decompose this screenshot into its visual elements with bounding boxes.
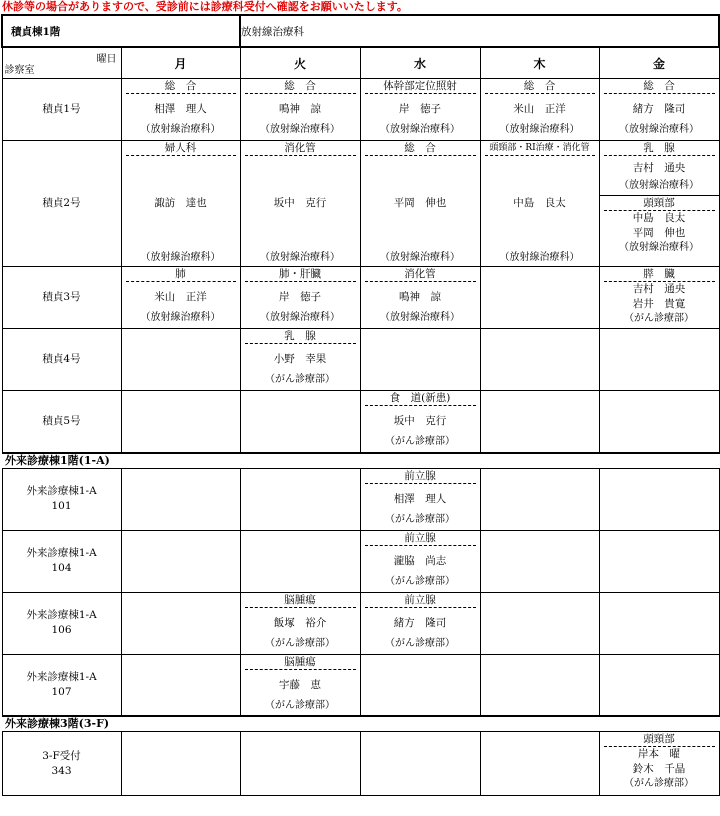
dept-label: 前立腺 bbox=[365, 593, 476, 608]
schedule-cell-empty bbox=[121, 654, 240, 716]
room-name: 積貞1号 bbox=[2, 79, 121, 141]
schedule-cell-empty bbox=[480, 732, 599, 796]
doctor-name: 岸本 曜 bbox=[638, 748, 680, 760]
doctor-name: 鈴木 千晶 bbox=[632, 763, 686, 775]
affiliation: （放射線治療科） bbox=[619, 242, 699, 253]
affiliation: （がん診療部） bbox=[624, 778, 694, 789]
schedule-cell-empty bbox=[480, 592, 599, 654]
schedule-cell bbox=[360, 391, 480, 453]
header-corner bbox=[2, 47, 121, 79]
schedule-cell-empty bbox=[480, 391, 599, 453]
room-label: 診察室 bbox=[4, 65, 35, 76]
title-row bbox=[2, 15, 719, 47]
room-name: 積貞5号 bbox=[2, 391, 121, 453]
room-name bbox=[2, 592, 121, 654]
schedule-cell-empty bbox=[240, 468, 360, 530]
affiliation: （放射線治療科） bbox=[499, 124, 580, 135]
affiliation: （がん診療部） bbox=[385, 436, 455, 447]
schedule-cell bbox=[599, 79, 719, 141]
schedule-cell-empty bbox=[599, 329, 719, 391]
doctor-name: 飯塚 裕介 bbox=[273, 616, 327, 629]
affiliation: （がん診療部） bbox=[265, 637, 335, 649]
schedule-cell-empty bbox=[121, 592, 240, 654]
dept-label: 膵 臓 bbox=[604, 267, 715, 282]
table-row bbox=[2, 267, 719, 329]
dept-label: 前立腺 bbox=[365, 531, 476, 546]
schedule-cell bbox=[360, 530, 480, 592]
doctor-name: 鳴神 諒 bbox=[399, 291, 441, 303]
schedule-cell-empty bbox=[599, 468, 719, 530]
table-row bbox=[2, 391, 719, 453]
dept-label: 頭頸部 bbox=[604, 196, 715, 211]
schedule-cell-empty bbox=[240, 530, 360, 592]
schedule-cell bbox=[240, 592, 360, 654]
schedule-cell-empty bbox=[121, 329, 240, 391]
doctor-name: 相澤 理人 bbox=[393, 492, 447, 505]
room-name bbox=[2, 732, 121, 796]
room-building: 外来診療棟1-A bbox=[26, 609, 97, 621]
schedule-cell bbox=[599, 732, 719, 796]
schedule-cell-empty bbox=[599, 391, 719, 453]
day-tue: 火 bbox=[240, 47, 360, 79]
schedule-cell-empty bbox=[599, 530, 719, 592]
dept-label: 消化管 bbox=[245, 141, 356, 156]
affiliation: （がん診療部） bbox=[385, 513, 455, 525]
schedule-cell bbox=[360, 141, 480, 267]
affiliation: （放射線治療科） bbox=[140, 124, 221, 135]
schedule-cell bbox=[360, 592, 480, 654]
affiliation: （がん診療部） bbox=[265, 699, 335, 711]
schedule-cell bbox=[480, 141, 599, 267]
schedule-cell-empty bbox=[360, 329, 480, 391]
doctor-name: 岸 徳子 bbox=[279, 291, 321, 303]
room-building: 3-F受付 bbox=[42, 749, 81, 762]
dept-label: 脳腫瘍 bbox=[245, 593, 356, 608]
room-name: 積貞2号 bbox=[2, 141, 121, 267]
schedule-cell bbox=[240, 654, 360, 716]
affiliation: （放射線治療科） bbox=[619, 124, 699, 135]
schedule-cell-empty bbox=[480, 654, 599, 716]
dept-label: 総 合 bbox=[245, 79, 356, 94]
sub-schedule bbox=[600, 195, 719, 255]
doctor-name: 坂中 克行 bbox=[393, 415, 447, 427]
room-name bbox=[2, 654, 121, 716]
dept-label: 総 合 bbox=[365, 141, 476, 156]
schedule-cell bbox=[480, 79, 599, 141]
schedule-cell-empty bbox=[480, 267, 599, 329]
section-title: 外来診療棟1階(1-A) bbox=[2, 453, 719, 469]
schedule-cell bbox=[240, 141, 360, 267]
doctor-name: 中島 良太 bbox=[632, 212, 686, 224]
table-row bbox=[2, 329, 719, 391]
room-number: 104 bbox=[51, 562, 72, 574]
schedule-cell-empty bbox=[480, 530, 599, 592]
room-number: 106 bbox=[51, 624, 72, 636]
dept-label: 頭頸部 bbox=[604, 732, 715, 747]
room-name bbox=[2, 468, 121, 530]
dept-label: 乳 腺 bbox=[245, 329, 356, 344]
dept-label: 食 道(新患) bbox=[365, 391, 476, 406]
table-row bbox=[2, 530, 719, 592]
room-name bbox=[2, 530, 121, 592]
schedule-cell-empty bbox=[360, 654, 480, 716]
schedule-cell bbox=[240, 267, 360, 329]
schedule-cell bbox=[360, 267, 480, 329]
header-row bbox=[2, 47, 719, 79]
table-row bbox=[2, 592, 719, 654]
affiliation: （がん診療部） bbox=[385, 637, 455, 649]
schedule-cell-empty bbox=[480, 468, 599, 530]
dept-label: 肺・肝臓 bbox=[245, 267, 356, 282]
affiliation: （放射線治療科） bbox=[140, 252, 221, 263]
doctor-name: 緒方 隆司 bbox=[632, 103, 686, 115]
affiliation: （放射線治療科） bbox=[260, 312, 340, 323]
table-row bbox=[2, 468, 719, 530]
schedule-cell bbox=[599, 267, 719, 329]
section-title: 外来診療棟3階(3-F) bbox=[2, 716, 719, 732]
room-building: 外来診療棟1-A bbox=[26, 670, 97, 683]
doctor-name: 鳴神 諒 bbox=[279, 103, 321, 115]
affiliation: （放射線治療科） bbox=[380, 252, 460, 263]
schedule-cell bbox=[121, 79, 240, 141]
doctor-name: 坂中 克行 bbox=[273, 197, 327, 209]
schedule-cell bbox=[240, 329, 360, 391]
schedule-cell-empty bbox=[360, 732, 480, 796]
doctor-name: 岸 徳子 bbox=[399, 103, 441, 115]
room-building: 外来診療棟1-A bbox=[26, 547, 97, 559]
doctor-name: 緒方 隆司 bbox=[393, 616, 447, 629]
dept-label: 消化管 bbox=[365, 267, 476, 282]
schedule-cell bbox=[599, 141, 719, 267]
dept-label: 脳腫瘍 bbox=[245, 655, 356, 670]
doctor-name: 宇藤 恵 bbox=[279, 678, 321, 691]
affiliation: （がん診療部） bbox=[624, 313, 694, 324]
room-number: 101 bbox=[51, 500, 72, 512]
dept-label: 婦人科 bbox=[126, 141, 236, 156]
affiliation: （がん診療部） bbox=[385, 575, 455, 587]
doctor-name: 米山 正洋 bbox=[154, 291, 207, 303]
doctor-name: 瀧脇 尚志 bbox=[393, 554, 447, 567]
doctor-name: 中島 良太 bbox=[513, 197, 566, 209]
room-building: 外来診療棟1-A bbox=[26, 485, 97, 497]
doctor-name: 岩井 貴寛 bbox=[632, 298, 686, 310]
affiliation: （放射線治療科） bbox=[260, 252, 340, 263]
schedule-cell-empty bbox=[599, 654, 719, 716]
affiliation: （放射線治療科） bbox=[499, 252, 580, 263]
affiliation: （放射線治療科） bbox=[619, 180, 699, 191]
room-name: 積貞4号 bbox=[2, 329, 121, 391]
dept-label: 体幹部定位照射 bbox=[365, 79, 476, 94]
doctor-name: 平岡 伸也 bbox=[632, 227, 686, 239]
schedule-cell bbox=[240, 79, 360, 141]
section-header bbox=[2, 453, 719, 469]
day-wed: 水 bbox=[360, 47, 480, 79]
schedule-cell-empty bbox=[240, 732, 360, 796]
affiliation: （放射線治療科） bbox=[380, 124, 460, 135]
doctor-name: 吉村 通央 bbox=[632, 162, 686, 174]
room-name: 積貞3号 bbox=[2, 267, 121, 329]
schedule-table bbox=[1, 14, 720, 796]
department-title: 放射線治療科 bbox=[240, 15, 719, 47]
schedule-cell-empty bbox=[121, 530, 240, 592]
schedule-cell bbox=[360, 468, 480, 530]
section-header bbox=[2, 716, 719, 732]
schedule-cell bbox=[121, 141, 240, 267]
building-title: 積貞棟1階 bbox=[2, 15, 240, 47]
affiliation: （放射線治療科） bbox=[140, 312, 221, 323]
dept-label: 総 合 bbox=[485, 79, 595, 94]
table-row bbox=[2, 732, 719, 796]
schedule-cell-empty bbox=[240, 391, 360, 453]
table-row bbox=[2, 79, 719, 141]
doctor-name: 諏訪 達也 bbox=[154, 197, 207, 209]
doctor-name: 平岡 伸也 bbox=[393, 197, 447, 209]
schedule-cell bbox=[360, 79, 480, 141]
day-mon: 月 bbox=[121, 47, 240, 79]
affiliation: （がん診療部） bbox=[265, 374, 335, 385]
affiliation: （放射線治療科） bbox=[380, 312, 460, 323]
dept-label: 肺 bbox=[126, 267, 236, 282]
day-thu: 木 bbox=[480, 47, 599, 79]
notice-text: 休診等の場合がありますので、受診前には診療科受付へ確認をお願いいたします。 bbox=[2, 0, 408, 13]
doctor-name: 小野 幸果 bbox=[273, 353, 327, 365]
dept-label: 頭頸部・RI治療・消化管 bbox=[485, 141, 595, 156]
dept-label: 総 合 bbox=[604, 79, 715, 94]
schedule-cell-empty bbox=[599, 592, 719, 654]
doctor-name: 相澤 理人 bbox=[154, 103, 207, 115]
doctor-name: 米山 正洋 bbox=[513, 103, 566, 115]
dept-label: 前立腺 bbox=[365, 469, 476, 484]
schedule-cell bbox=[121, 267, 240, 329]
doctor-name: 吉村 通央 bbox=[632, 283, 686, 295]
schedule-cell-empty bbox=[121, 732, 240, 796]
room-number: 343 bbox=[51, 764, 72, 777]
schedule-cell-empty bbox=[121, 468, 240, 530]
dept-label: 総 合 bbox=[126, 79, 236, 94]
affiliation: （放射線治療科） bbox=[260, 124, 340, 135]
table-row bbox=[2, 141, 719, 267]
dept-label: 乳 腺 bbox=[604, 141, 715, 156]
day-fri: 金 bbox=[599, 47, 719, 79]
table-row bbox=[2, 654, 719, 716]
schedule-cell-empty bbox=[480, 329, 599, 391]
room-number: 107 bbox=[51, 685, 72, 698]
schedule-cell-empty bbox=[121, 391, 240, 453]
weekday-label: 曜日 bbox=[96, 54, 117, 65]
